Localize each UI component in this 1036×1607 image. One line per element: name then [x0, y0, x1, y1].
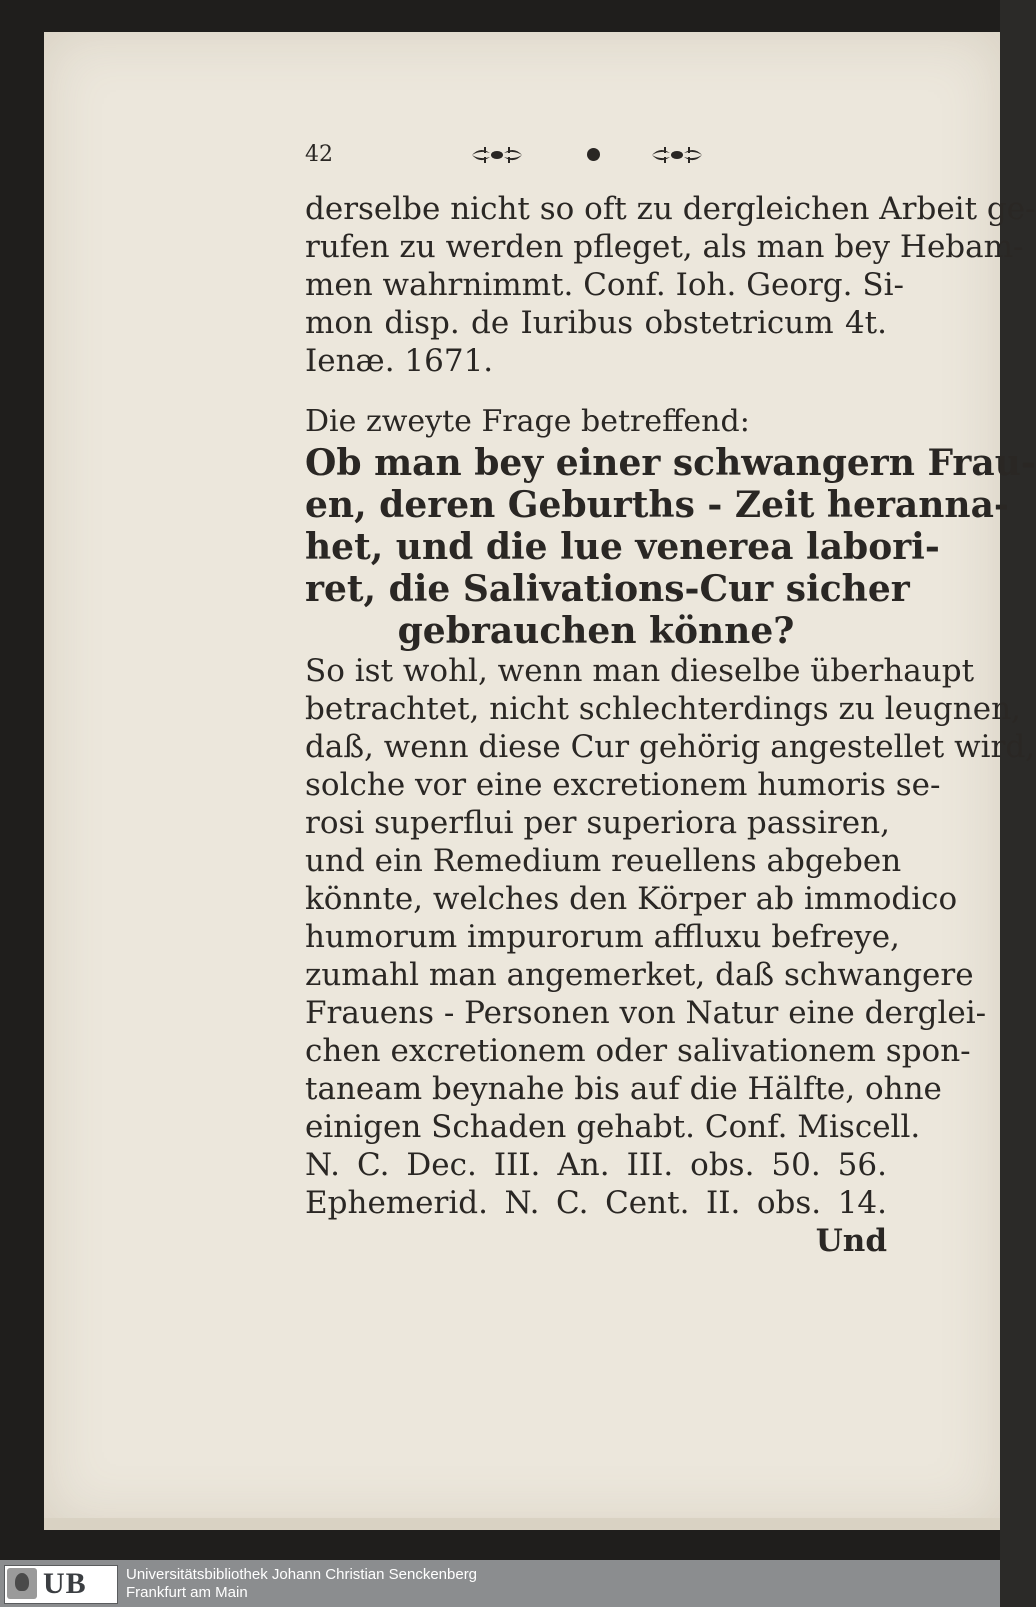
question-title-line: Ob man bey einer schwangern Frau-: [305, 442, 1036, 484]
ub-logo[interactable]: [4, 1565, 118, 1604]
text-line: Ienæ. 1671.: [305, 343, 494, 379]
subheading: Die zweyte Frage betreffend:: [305, 404, 750, 439]
library-name-line2: Frankfurt am Main: [126, 1584, 248, 1601]
question-title-line: gebrauchen könne?: [397, 610, 795, 652]
catchword: Und: [815, 1223, 887, 1259]
body-text: [305, 190, 1036, 1260]
text-line: Frauens - Personen von Natur eine derglei-: [305, 995, 987, 1031]
question-title-line: het, und die lue venerea labori-: [305, 526, 940, 568]
page-header: [305, 138, 885, 178]
text-line: daß, wenn diese Cur gehörig angestellet wird,: [305, 729, 1036, 765]
text-line: könnte, welches den Körper ab immodico: [305, 881, 958, 917]
text-line: taneam beynahe bis auf die Hälfte, ohne: [305, 1071, 942, 1107]
text-line: rosi superflui per superiora passiren,: [305, 805, 890, 841]
text-line: einigen Schaden gehabt. Conf. Miscell.: [305, 1109, 921, 1145]
text-line: men wahrnimmt. Conf. Ioh. Georg. Si-: [305, 267, 904, 303]
paragraph-gap: [305, 380, 887, 402]
text-line: Ephemerid. N. C. Cent. II. obs. 14.: [305, 1185, 887, 1221]
text-line: chen excretionem oder salivationem spon-: [305, 1033, 971, 1069]
library-footer-bar: [0, 1560, 1000, 1607]
portrait-icon: [7, 1568, 37, 1599]
question-title-line: en, deren Geburths - Zeit heranna-: [305, 484, 1009, 526]
text-line: rufen zu werden pfleget, als man bey Hebam-: [305, 229, 1024, 265]
text-line: und ein Remedium reuellens abgeben: [305, 843, 902, 879]
question-title-line: ret, die Salivations-Cur sicher: [305, 568, 910, 610]
text-line: N. C. Dec. III. An. III. obs. 50. 56.: [305, 1147, 887, 1183]
floral-ornament-icon: [470, 144, 524, 166]
page-number: 42: [305, 142, 333, 167]
center-dot-ornament: [587, 148, 600, 161]
text-line: zumahl man angemerket, daß schwangere: [305, 957, 974, 993]
floral-ornament-icon: [650, 144, 704, 166]
text-line: So ist wohl, wenn man dieselbe überhaupt: [305, 653, 975, 689]
page-bottom-edge: [44, 1518, 1000, 1530]
library-name-line1: Universitätsbibliothek Johann Christian Senckenberg: [126, 1566, 478, 1583]
text-line: betrachtet, nicht schlechterdings zu leugnen,: [305, 691, 1021, 727]
text-line: mon disp. de Iuribus obstetricum 4t.: [305, 305, 887, 341]
text-line: solche vor eine excretionem humoris se-: [305, 767, 941, 803]
ub-logo-text: UB: [43, 1567, 87, 1600]
text-line: humorum impurorum affluxu befreye,: [305, 919, 900, 955]
text-line: derselbe nicht so oft zu dergleichen Arbeit ge-: [305, 191, 1036, 227]
library-name: [126, 1566, 477, 1602]
